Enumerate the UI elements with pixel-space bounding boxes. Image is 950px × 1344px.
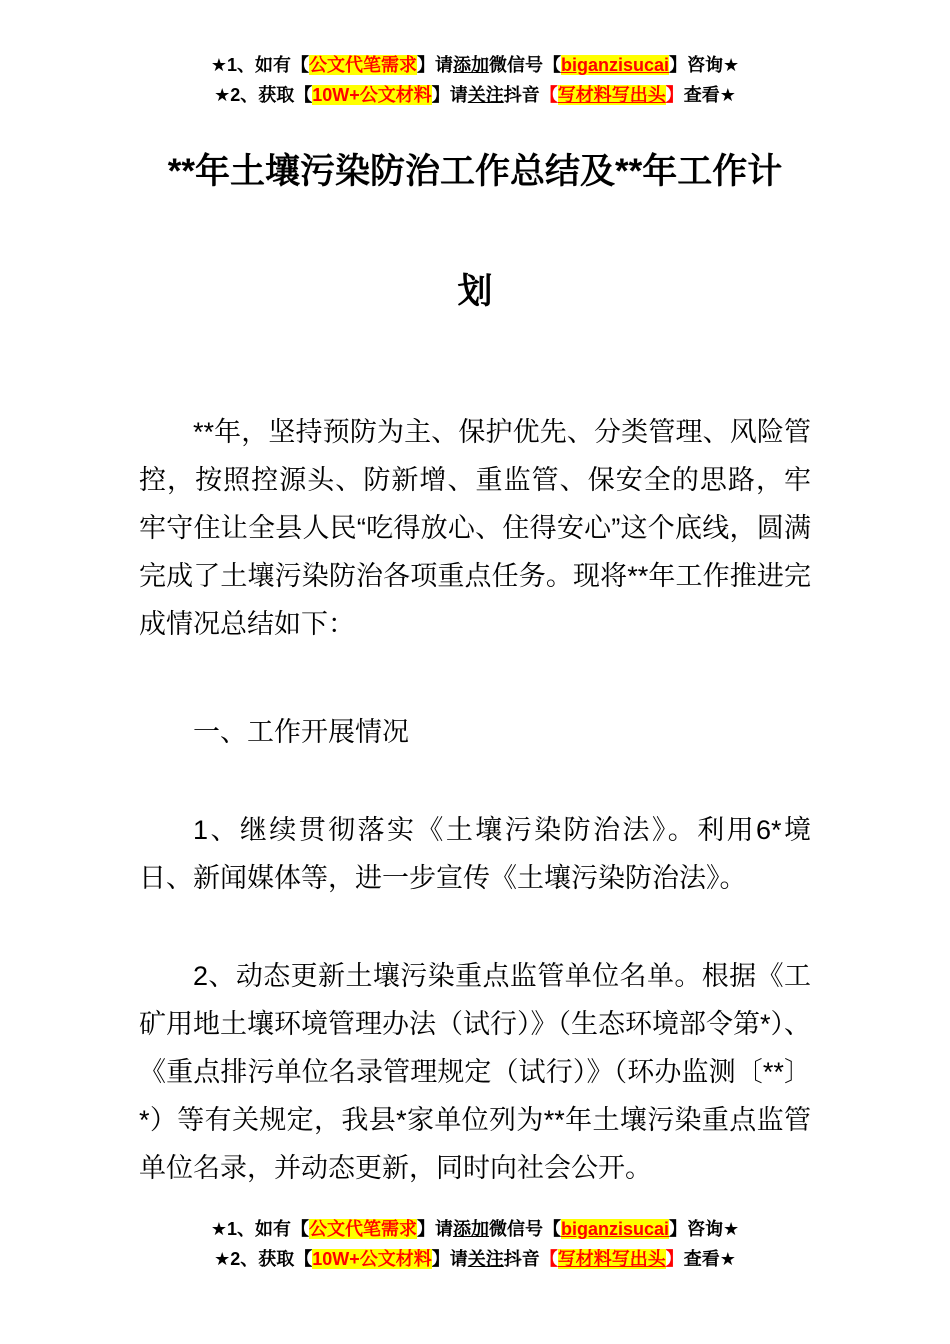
header-ad-banner [0,50,950,110]
footer-ad-line-1 [0,1214,950,1244]
ad-text-douyin: 抖音 [503,85,540,105]
paragraph-item-1: 1、继续贯彻落实《土壤污染防治法》。利用6*境日、新闻媒体等，进一步宣传《土壤污染防治法》。 [139,815,811,893]
ad-underline-add: 添加 [452,1219,489,1239]
ad-highlight-douyin-id: 写材料写出头 [557,1249,666,1269]
paragraph-intro: **年，坚持预防为主、保护优先、分类管理、风险管控，按照控源头、防新增、重监管、保安全的思路，牢牢守住让全县人民“吃得放心、住得安心”这个底线，圆满完成了土壤污染防治各项重点任务。现将**年工作推进完成情况总结如下： [139,417,811,639]
document-title-line-1: **年土壤污染防治工作总结及**年工作计 [167,152,783,191]
ad-text-suffix: 查看★ [683,1249,736,1269]
ad-highlight-wechat-id: biganzisucai [560,55,670,75]
ad-text-mid: 】请 [431,85,468,105]
ad-highlight-materials: 10W+公文材料 [312,1249,432,1269]
ad-text-suffix: 】咨询★ [669,1219,740,1239]
ad-highlight-service: 公文代笔需求 [308,55,417,75]
ad-underline-follow: 关注 [467,85,504,105]
document-title [0,112,950,352]
ad-text-prefix: ★1、如有【 [210,55,309,75]
ad-text-suffix: 查看★ [683,85,736,105]
ad-highlight-materials: 10W+公文材料 [312,85,432,105]
ad-text-prefix: ★2、获取【 [214,1249,313,1269]
ad-text-douyin: 抖音 [503,1249,540,1269]
ad-bracket-close: 】 [665,85,684,105]
header-ad-line-1 [0,50,950,80]
ad-text-prefix: ★2、获取【 [214,85,313,105]
ad-highlight-douyin-id: 写材料写出头 [557,85,666,105]
document-body [139,408,811,1192]
ad-underline-follow: 关注 [467,1249,504,1269]
ad-text-suffix: 】咨询★ [669,55,740,75]
ad-text-mid: 】请 [416,55,453,75]
ad-text-mid: 】请 [431,1249,468,1269]
ad-bracket-open: 【 [539,85,558,105]
ad-bracket-close: 】 [665,1249,684,1269]
paragraph-item-2: 2、动态更新土壤污染重点监管单位名单。根据《工矿用地土壤环境管理办法（试行）》（生态环境部令第*）、《重点排污单位名录管理规定（试行）》（环办监测〔**〕*）等有关规定，我县*家单位列为**年土壤污染重点监管单位名录，并动态更新，同时向社会公开。 [139,961,812,1183]
header-ad-line-2 [0,80,950,110]
ad-text-wechat: 微信号【 [488,1219,561,1239]
ad-underline-add: 添加 [452,55,489,75]
document-title-line-2: 划 [457,272,493,311]
footer-ad-banner [0,1214,950,1274]
ad-highlight-wechat-id: biganzisucai [560,1219,670,1239]
ad-text-wechat: 微信号【 [488,55,561,75]
ad-text-mid: 】请 [416,1219,453,1239]
footer-ad-line-2 [0,1244,950,1274]
ad-text-prefix: ★1、如有【 [210,1219,309,1239]
ad-highlight-service: 公文代笔需求 [308,1219,417,1239]
ad-bracket-open: 【 [539,1249,558,1269]
section-heading-work-progress: 一、工作开展情况 [193,717,409,747]
